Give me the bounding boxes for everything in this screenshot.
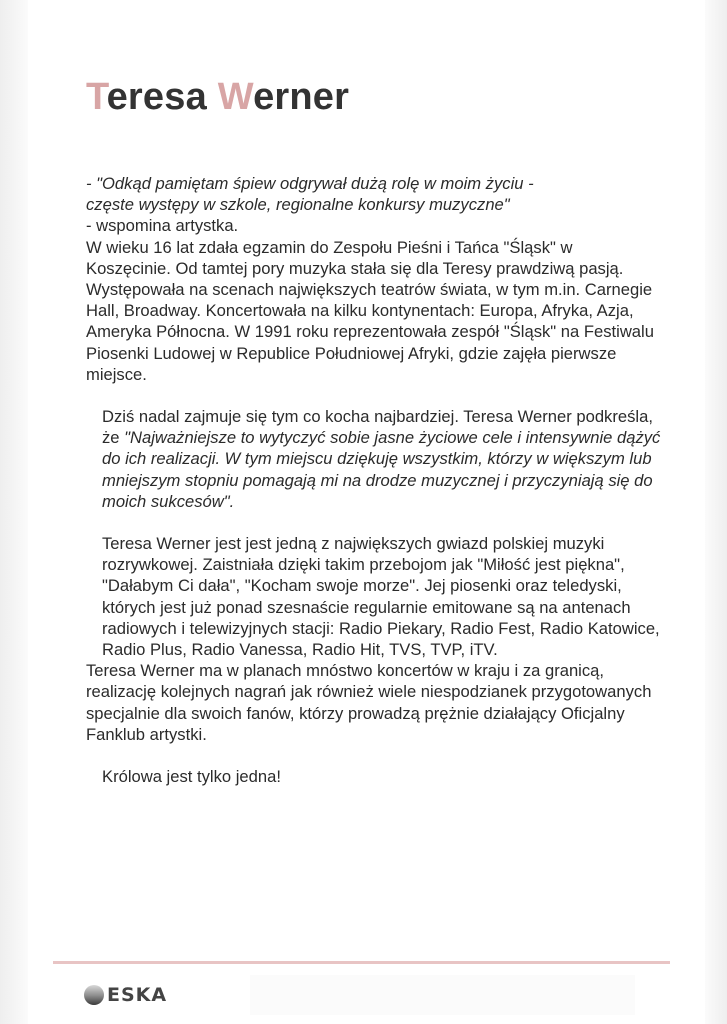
eska-logo-icon bbox=[84, 985, 104, 1005]
paragraph-today bbox=[86, 406, 661, 512]
article-body bbox=[86, 173, 661, 787]
intro-quote-line-1: - "Odkąd pamiętam śpiew odgrywał dużą rolę w moim życiu - bbox=[86, 174, 534, 193]
intro-quote-line-2: częste występy w szkole, regionalne konkursy muzyczne" bbox=[86, 195, 510, 215]
logo-text: ESKA bbox=[107, 984, 168, 1006]
intro-attribution: - wspomina artystka. bbox=[86, 216, 239, 236]
title-first-initial: T bbox=[86, 76, 107, 118]
today-text: Dziś nadal zajmuje się tym co kocha najbardziej. Teresa Werner podkreśla, że bbox=[102, 407, 653, 448]
title-first-rest: eresa bbox=[106, 76, 218, 118]
today-quote: "Najważniejsze to wytyczyć sobie jasne życiowe cele i intensywnie dążyć do ich realizacji. W tym miejscu dziękuję wszystkim, którzy w większym lub mniejszym stopniu pomagają mi na drodze muzycznej i przyczyniają się do moich sukcesów". bbox=[102, 428, 661, 511]
title-last-rest: erner bbox=[253, 76, 350, 118]
page-edge-right bbox=[705, 0, 727, 1024]
footer-blank-area bbox=[250, 975, 635, 1015]
paragraph-closing: Królowa jest tylko jedna! bbox=[102, 767, 281, 787]
title-last-initial: W bbox=[217, 76, 254, 118]
paragraph-biography: W wieku 16 lat zdała egzamin do Zespołu Pieśni i Tańca "Śląsk" w Koszęcinie. Od tamtej pory muzyka stała się dla Teresy prawdziwą pasją. Występowała na scenach największych teatrów świata, w tym m.in. Carnegie Hall, Broadway. Koncertowała na kilku kontynentach: Europa, Afryka, Azja, Ameryka Północna. W 1991 roku reprezentowała zespół "Śląsk" na Festiwalu Piosenki Ludowej w Republice Południowej Afryki, gdzie zajęła pierwsze miejsce. bbox=[86, 237, 654, 384]
paragraph-career: Teresa Werner jest jest jedną z największych gwiazd polskiej muzyki rozrywkowej. Zaistniała dzięki takim przebojom jak "Miłość jest piękna", "Dałabym Ci dała", "Kocham swoje morze". Jej piosenki oraz teledyski, których jest już ponad szesnaście regularnie emitowane są na antenach radiowych i telewizyjnych stacji: Radio Piekary, Radio Fest, Radio Katowice, Radio Plus, Radio Vanessa, Radio Hit, TVS, TVP, iTV. bbox=[102, 534, 660, 660]
paragraph-intro-quote bbox=[86, 173, 661, 237]
paragraph-plans: Teresa Werner ma w planach mnóstwo koncertów w kraju i za granicą, realizację kolejnych nagrań jak również wiele niespodzianek przygotowanych specjalnie dla swoich fanów, którzy prowadzą prężnie działający Oficjalny Fanklub artystki. bbox=[86, 661, 652, 744]
footer-logo bbox=[84, 985, 167, 1005]
footer-divider bbox=[53, 961, 670, 964]
page-edge-left bbox=[0, 0, 28, 1024]
page-title bbox=[86, 76, 349, 119]
